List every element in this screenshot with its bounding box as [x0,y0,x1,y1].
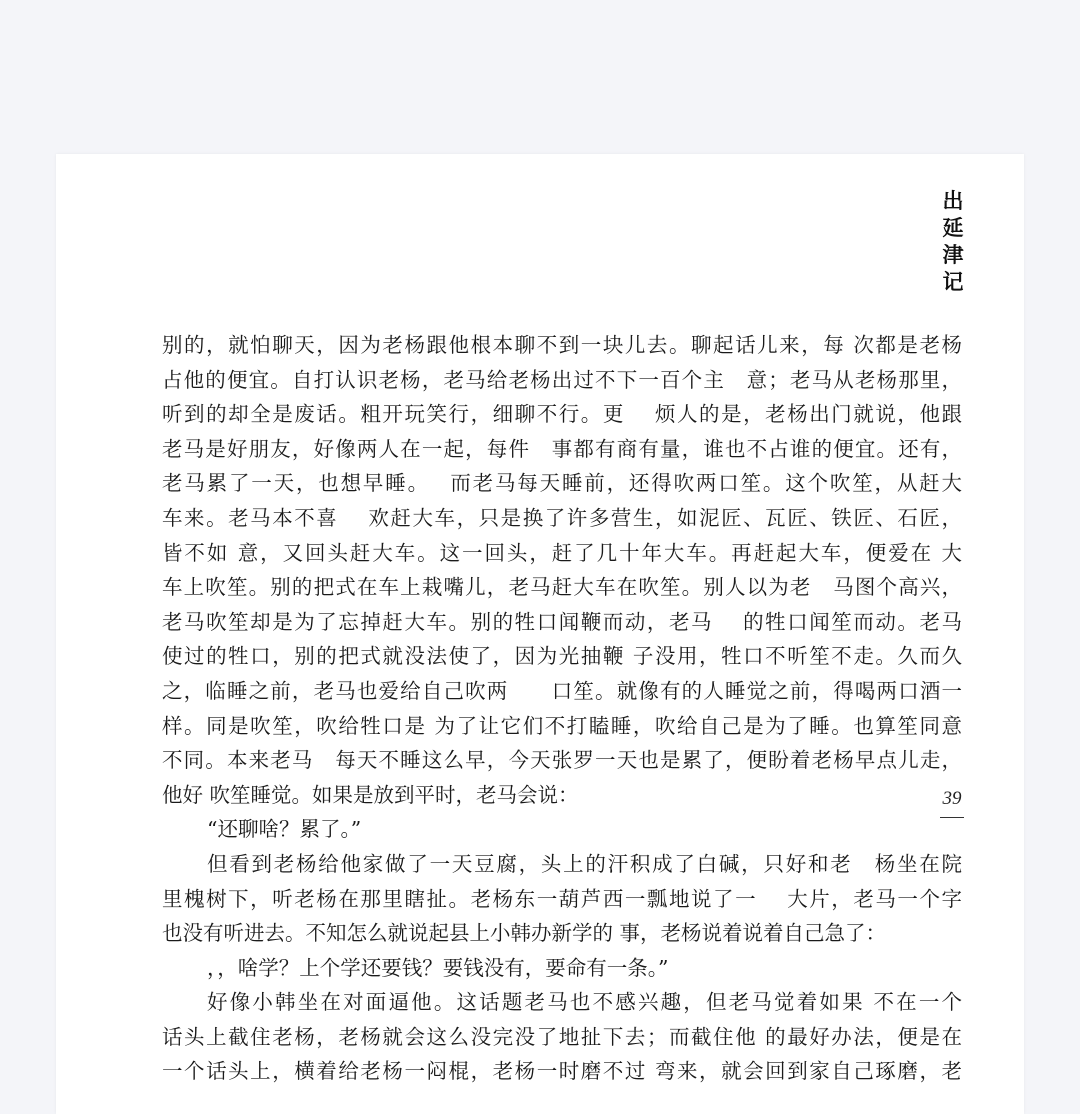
running-title-char: 延 [942,216,964,240]
text-line: 样。同是吹笙，吹给牲口是 为了让它们不打瞌睡，吹给自己是为了睡。也算笙同意 [162,713,962,738]
text-line: ，，啥学？上个学还要钱？要钱没有，要命有一条。” [207,955,669,980]
book-page [56,154,1024,1114]
running-title-char: 津 [942,243,964,267]
text-line: “还聊啥？累了。” [207,817,362,842]
page-number: 39 [942,788,962,809]
text-line: 老马吹笙却是为了忘掉赶大车。别的牲口闻鞭而动，老马 的牲口闻笙而动。老马 [162,609,962,634]
text-line: 一个话头上，横着给老杨一闷棍，老杨一时磨不过 弯来，就会回到家自己琢磨，老 [162,1059,962,1084]
text-line: 不同。本来老马 每天不睡这么早，今天张罗一天也是累了，便盼着老杨早点儿走， [162,748,962,773]
text-line: 使过的牲口，别的把式就没法使了，因为光抽鞭 子没用，牲口不听笙不走。久而久 [162,644,962,669]
body-text [162,328,962,1089]
running-title-char: 出 [942,189,964,213]
running-title [940,188,966,296]
text-line: 好像小韩坐在对面逼他。这话题老马也不感兴趣，但老马觉着如果 不在一个 [207,990,962,1015]
running-title-char: 记 [942,270,964,294]
text-line: 车来。老马本不喜 欢赶大车，只是换了许多营生，如泥匠、瓦匠、铁匠、石匠， [162,505,962,530]
text-line: 之，临睡之前，老马也爱给自己吹两 口笙。就像有的人睡觉之前，得喝两口酒一 [162,678,962,703]
text-line: 听到的却全是废话。粗开玩笑行，细聊不行。更 烦人的是，老杨出门就说，他跟 [162,402,962,427]
text-line: 话头上截住老杨，老杨就会这么没完没了地扯下去；而截住他 的最好办法，便是在 [162,1024,962,1049]
text-line: 车上吹笙。别的把式在车上栽嘴儿，老马赶大车在吹笙。别人以为老 马图个高兴， [162,575,962,600]
text-line: 但看到老杨给他家做了一天豆腐，头上的汗积成了白碱，只好和老 杨坐在院 [207,851,962,876]
text-line: 他好 吹笙睡觉。如果是放到平时，老马会说： [162,782,579,807]
text-line: 老马累了一天，也想早睡。 而老马每天睡前，还得吹两口笙。这个吹笙，从赶大 [162,471,962,496]
text-line: 里槐树下，听老杨在那里瞎扯。老杨东一葫芦西一瓢地说了一 大片，老马一个字 [162,886,962,911]
text-line: 老马是好朋友，好像两人在一起，每件 事都有商有量，谁也不占谁的便宜。还有， [162,436,962,461]
text-line: 皆不如 意，又回头赶大车。这一回头，赶了几十年大车。再赶起大车，便爱在 大 [162,540,962,565]
page-number-rule [940,817,964,818]
text-line: 别的，就怕聊天，因为老杨跟他根本聊不到一块儿去。聊起话儿来，每 次都是老杨 [162,333,962,357]
text-line: 也没有听进去。不知怎么就说起县上小韩办新学的 事，老杨说着说着自己急了： [162,921,887,946]
text-line: 占他的便宜。自打认识老杨，老马给老杨出过不下一百个主 意；老马从老杨那里， [162,367,962,392]
